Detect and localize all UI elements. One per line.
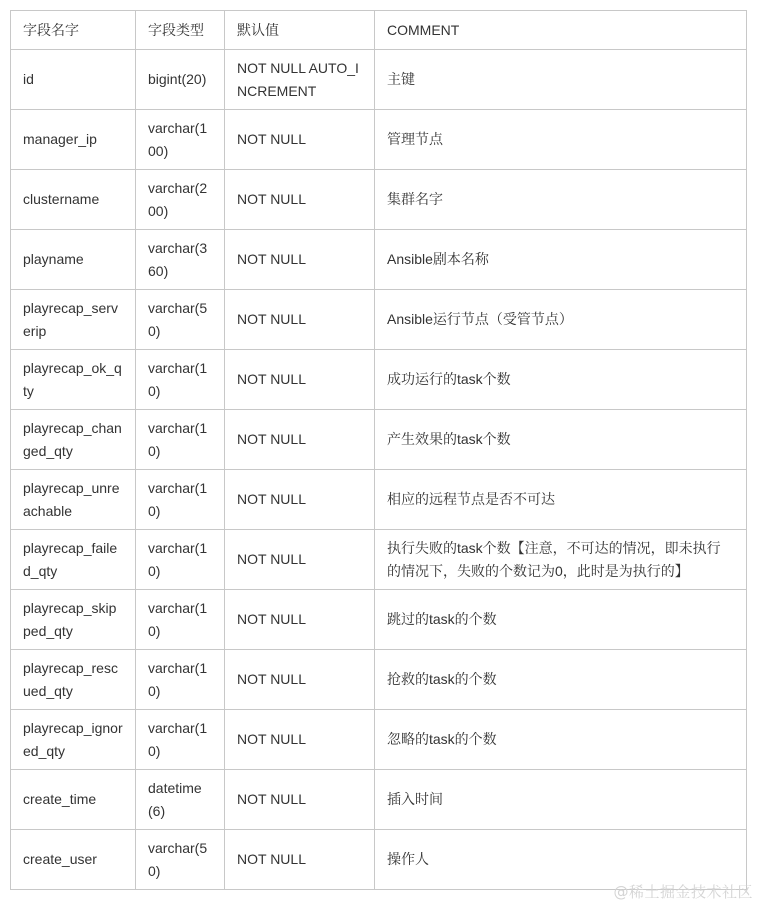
cell-default-value: NOT NULL bbox=[225, 230, 375, 290]
cell-default-value: NOT NULL bbox=[225, 590, 375, 650]
cell-comment: 主键 bbox=[375, 50, 747, 110]
watermark: @稀土掘金技术社区 bbox=[613, 883, 753, 901]
cell-default-value: NOT NULL bbox=[225, 770, 375, 830]
cell-field-type: varchar(360) bbox=[136, 230, 225, 290]
cell-field-type: varchar(10) bbox=[136, 710, 225, 770]
cell-field-type: varchar(10) bbox=[136, 650, 225, 710]
cell-comment: Ansible运行节点（受管节点） bbox=[375, 290, 747, 350]
header-field-type: 字段类型 bbox=[136, 11, 225, 50]
cell-comment: 管理节点 bbox=[375, 110, 747, 170]
cell-field-name: playrecap_changed_qty bbox=[11, 410, 136, 470]
cell-field-type: datetime(6) bbox=[136, 770, 225, 830]
table-row bbox=[11, 590, 747, 650]
table-row bbox=[11, 470, 747, 530]
cell-field-type: bigint(20) bbox=[136, 50, 225, 110]
cell-comment: Ansible剧本名称 bbox=[375, 230, 747, 290]
cell-field-name: clustername bbox=[11, 170, 136, 230]
cell-comment: 相应的远程节点是否不可达 bbox=[375, 470, 747, 530]
cell-field-type: varchar(100) bbox=[136, 110, 225, 170]
cell-field-type: varchar(50) bbox=[136, 830, 225, 890]
cell-field-type: varchar(10) bbox=[136, 350, 225, 410]
table-row bbox=[11, 650, 747, 710]
cell-field-name: playrecap_ignored_qty bbox=[11, 710, 136, 770]
table-row bbox=[11, 290, 747, 350]
cell-default-value: NOT NULL bbox=[225, 830, 375, 890]
table-row bbox=[11, 530, 747, 590]
cell-field-name: manager_ip bbox=[11, 110, 136, 170]
cell-default-value: NOT NULL bbox=[225, 290, 375, 350]
cell-comment: 成功运行的task个数 bbox=[375, 350, 747, 410]
table-row bbox=[11, 170, 747, 230]
cell-default-value: NOT NULL bbox=[225, 710, 375, 770]
cell-comment: 执行失败的task个数【注意，不可达的情况，即未执行的情况下，失败的个数记为0，此时是为执行的】 bbox=[375, 530, 747, 590]
cell-default-value: NOT NULL bbox=[225, 650, 375, 710]
cell-default-value: NOT NULL AUTO_INCREMENT bbox=[225, 50, 375, 110]
table-row bbox=[11, 710, 747, 770]
table-row bbox=[11, 350, 747, 410]
cell-field-name: id bbox=[11, 50, 136, 110]
table-row bbox=[11, 110, 747, 170]
cell-field-name: playname bbox=[11, 230, 136, 290]
schema-table bbox=[10, 10, 747, 890]
cell-default-value: NOT NULL bbox=[225, 530, 375, 590]
cell-default-value: NOT NULL bbox=[225, 170, 375, 230]
cell-field-name: playrecap_ok_qty bbox=[11, 350, 136, 410]
cell-field-name: playrecap_unreachable bbox=[11, 470, 136, 530]
header-default-value: 默认值 bbox=[225, 11, 375, 50]
cell-comment: 操作人 bbox=[375, 830, 747, 890]
cell-field-type: varchar(10) bbox=[136, 530, 225, 590]
cell-field-type: varchar(50) bbox=[136, 290, 225, 350]
cell-comment: 集群名字 bbox=[375, 170, 747, 230]
cell-comment: 插入时间 bbox=[375, 770, 747, 830]
cell-default-value: NOT NULL bbox=[225, 410, 375, 470]
cell-comment: 抢救的task的个数 bbox=[375, 650, 747, 710]
header-field-name: 字段名字 bbox=[11, 11, 136, 50]
cell-comment: 产生效果的task个数 bbox=[375, 410, 747, 470]
table-row bbox=[11, 50, 747, 110]
cell-field-name: create_time bbox=[11, 770, 136, 830]
cell-field-type: varchar(10) bbox=[136, 470, 225, 530]
header-comment: COMMENT bbox=[375, 11, 747, 50]
cell-field-name: playrecap_skipped_qty bbox=[11, 590, 136, 650]
cell-field-name: playrecap_failed_qty bbox=[11, 530, 136, 590]
table-body bbox=[11, 50, 747, 890]
table-row bbox=[11, 230, 747, 290]
cell-field-type: varchar(10) bbox=[136, 590, 225, 650]
cell-default-value: NOT NULL bbox=[225, 470, 375, 530]
cell-default-value: NOT NULL bbox=[225, 350, 375, 410]
cell-field-name: playrecap_rescued_qty bbox=[11, 650, 136, 710]
cell-field-name: create_user bbox=[11, 830, 136, 890]
header-row bbox=[11, 11, 747, 50]
table-row bbox=[11, 410, 747, 470]
cell-field-type: varchar(10) bbox=[136, 410, 225, 470]
cell-comment: 跳过的task的个数 bbox=[375, 590, 747, 650]
table-row bbox=[11, 770, 747, 830]
cell-field-type: varchar(200) bbox=[136, 170, 225, 230]
cell-field-name: playrecap_serverip bbox=[11, 290, 136, 350]
cell-comment: 忽略的task的个数 bbox=[375, 710, 747, 770]
cell-default-value: NOT NULL bbox=[225, 110, 375, 170]
